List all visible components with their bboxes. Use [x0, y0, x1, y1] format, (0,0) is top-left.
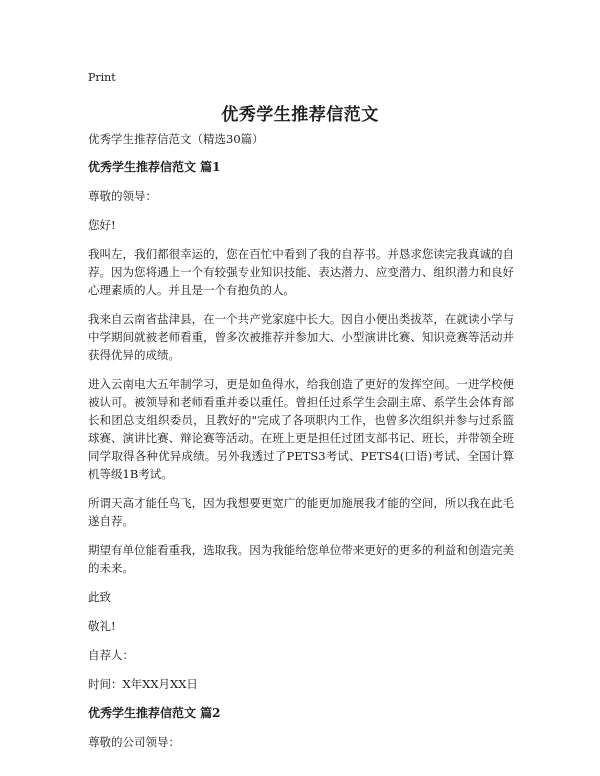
paragraph-university: 进入云南电大五年制学习，更是如鱼得水，给我创造了更好的发挥空间。一进学校便被认可。被领导和老师看重并委以重任。曾担任过系学生会副主席、系学生会体育部长和团总支组织委员，且教好的"完成了各项职内工作，也曾多次组织并参与过系篮球赛、演讲比赛、辩论赛等活动。在班上更是担任过团支部书记、班长，并带领全班同学取得各种优异成绩。另外我透过了PETS3考试、PETS4(口语)考试、全国计算机等级1B考试。: [88, 377, 514, 481]
paragraph-hope: 期望有单位能看重我，选取我。因为我能给您单位带来更好的更多的利益和创造完美的未来。: [88, 543, 514, 575]
paragraph-background: 我来自云南省盐津县，在一个共产党家庭中长大。因自小便出类拔萃，在就读小学与中学期间就被老师看重，曾多次被推荐并参加大、小型演讲比赛、知识竞赛等活动并获得优异的成绩。: [88, 312, 514, 362]
document-title: 优秀学生推荐信范文: [221, 105, 379, 125]
paragraph-intro: 我叫左，我们都很幸运的，您在百忙中看到了我的自荐书。并恳求您读完我真诚的自荐。因为您将遇上一个有较强专业知识技能、表达潜力、应变潜力、组织潜力和良好心理素质的人。并且是一个有抱负的人。: [88, 247, 514, 297]
closing-jingli: 敬礼!: [88, 619, 116, 633]
section-heading-2: 优秀学生推荐信范文 篇2: [88, 706, 221, 720]
document-body: [88, 130, 514, 762]
document-subtitle: 优秀学生推荐信范文（精选30篇）: [88, 132, 264, 146]
salutation-2: 尊敬的公司领导：: [88, 735, 180, 749]
signature-line: 自荐人：: [88, 648, 134, 662]
section-heading-1: 优秀学生推荐信范文 篇1: [88, 160, 221, 174]
date-line: 时间：X年XX月XX日: [88, 677, 198, 691]
closing-zhici: 此致: [88, 590, 111, 604]
salutation: 尊敬的领导：: [88, 189, 157, 203]
print-link[interactable]: Print: [88, 71, 116, 84]
paragraph-aspiration: 所谓天高才能任鸟飞，因为我想要更宽广的能更加施展我才能的空间，所以我在此毛遂自荐。: [88, 496, 514, 528]
greeting: 您好!: [88, 218, 116, 232]
